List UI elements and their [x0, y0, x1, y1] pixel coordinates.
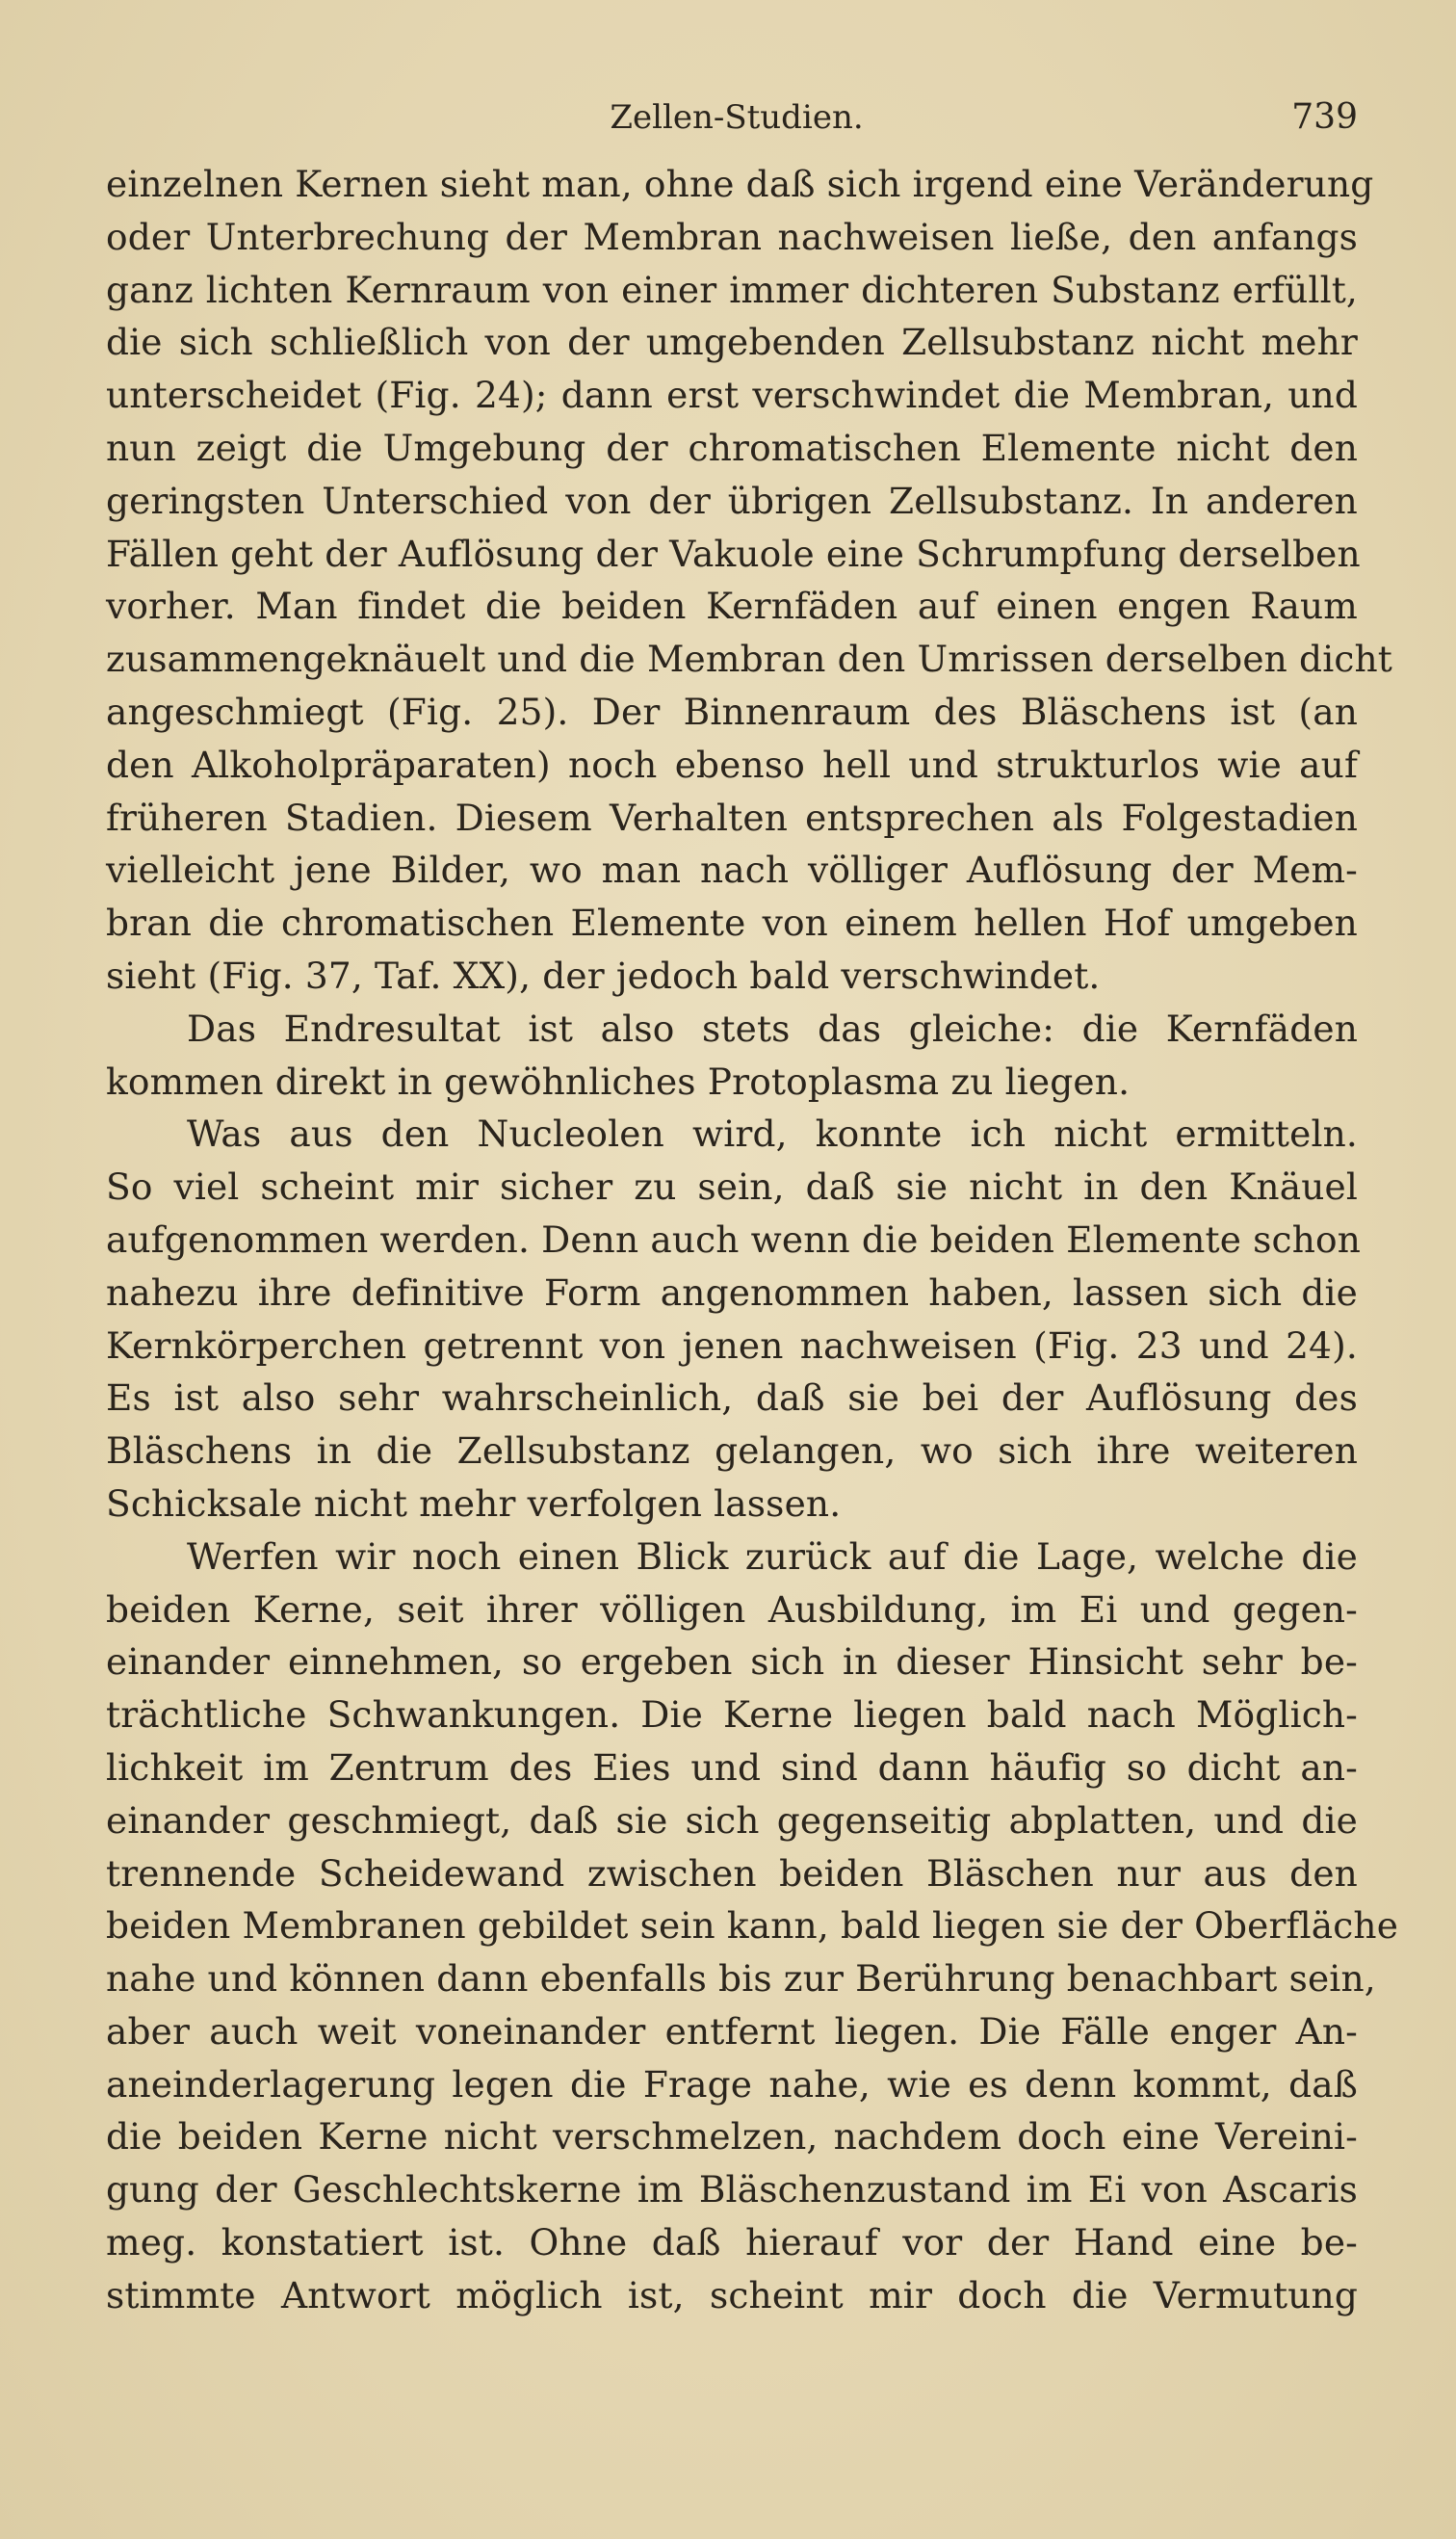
text-line: angeschmiegt (Fig. 25). Der Binnenraum des Bläschens ist (an — [106, 690, 1358, 733]
text-line: beiden Kerne, seit ihrer völligen Ausbildung, im Ei und gegen- — [106, 1587, 1358, 1631]
text-line: Werfen wir noch einen Blick zurück auf die Lage, welche die — [187, 1534, 1358, 1578]
running-head — [106, 89, 1358, 146]
text-line: nun zeigt die Umgebung der chromatischen Elemente nicht den — [106, 426, 1358, 469]
text-line: aufgenommen werden. Denn auch wenn die beiden Elemente schon — [106, 1217, 1362, 1261]
text-line: Bläschens in die Zellsubstanz gelangen, wo sich ihre weiteren — [106, 1429, 1358, 1473]
text-line: trennende Scheidewand zwischen beiden Bläschen nur aus den — [106, 1851, 1358, 1895]
book-page — [106, 89, 1399, 2322]
paragraph — [106, 1108, 1362, 1530]
text-line: einander einnehmen, so ergeben sich in dieser Hinsicht sehr be- — [106, 1640, 1358, 1684]
text-line: sieht (Fig. 37, Taf. XX), der jedoch bald verschwindet. — [106, 954, 1101, 997]
text-line: nahezu ihre definitive Form angenommen haben, lassen sich die — [106, 1270, 1358, 1314]
text-line: beiden Membranen gebildet sein kann, bald liegen sie der Oberfläche — [106, 1904, 1399, 1948]
text-line: aber auch weit voneinander entfernt liegen. Die Fälle enger An- — [106, 2009, 1358, 2053]
text-line: Es ist also sehr wahrscheinlich, daß sie bei der Auflösung des — [106, 1376, 1358, 1420]
text-line: einander geschmiegt, daß sie sich gegenseitig abplatten, und die — [106, 1798, 1358, 1842]
text-line: nahe und können dann ebenfalls bis zur Berührung benachbart sein, — [106, 1957, 1376, 2001]
text-line: Was aus den Nucleolen wird, konnte ich nicht ermitteln. — [187, 1112, 1358, 1156]
paragraph — [106, 158, 1393, 1003]
paragraph — [106, 1531, 1399, 2322]
text-line: lichkeit im Zentrum des Eies und sind dann häufig so dicht an- — [106, 1745, 1358, 1789]
text-line: gung der Geschlechtskerne im Bläschenzustand im Ei von Ascaris — [106, 2168, 1358, 2212]
text-line: vielleicht jene Bilder, wo man nach völliger Auflösung der Mem- — [106, 849, 1358, 892]
text-line: oder Unterbrechung der Membran nachweisen ließe, den anfangs — [106, 215, 1358, 258]
text-line: aneinderlagerung legen die Frage nahe, wie es denn kommt, daß — [106, 2062, 1358, 2106]
text-line: einzelnen Kernen sieht man, ohne daß sich irgend eine Veränderung — [106, 163, 1374, 205]
text-line: trächtliche Schwankungen. Die Kerne liegen bald nach Möglich- — [106, 1693, 1358, 1737]
text-line: zusammengeknäuelt und die Membran den Umrissen derselben dicht — [106, 638, 1393, 681]
text-line: vorher. Man findet die beiden Kernfäden auf einen engen Raum — [106, 585, 1358, 628]
text-line: unterscheidet (Fig. 24); dann erst verschwindet die Membran, und — [106, 374, 1358, 417]
text-line: kommen direkt in gewöhnliches Protoplasma zu liegen. — [106, 1060, 1131, 1103]
text-line: früheren Stadien. Diesem Verhalten entsprechen als Folgestadien — [106, 796, 1358, 839]
paragraph — [106, 1003, 1358, 1109]
text-line: geringsten Unterschied von der übrigen Zellsubstanz. In anderen — [106, 479, 1358, 522]
text-line: Das Endresultat ist also stets das gleiche: die Kernfäden — [187, 1007, 1358, 1050]
text-line: stimmte Antwort möglich ist, scheint mir doch die Vermutung — [106, 2273, 1358, 2317]
text-line: So viel scheint mir sicher zu sein, daß sie nicht in den Knäuel — [106, 1165, 1358, 1209]
text-line: Fällen geht der Auflösung der Vakuole eine Schrumpfung derselben — [106, 532, 1361, 575]
text-line: Schicksale nicht mehr verfolgen lassen. — [106, 1481, 842, 1525]
page-number: 739 — [1291, 97, 1358, 137]
text-line: bran die chromatischen Elemente von einem hellen Hof umgeben — [106, 902, 1358, 945]
text-line: Kernkörperchen getrennt von jenen nachweisen (Fig. 23 und 24). — [106, 1323, 1358, 1367]
text-line: den Alkoholpräparaten) noch ebenso hell und strukturlos wie auf — [106, 743, 1358, 786]
text-line: die sich schließlich von der umgebenden Zellsubstanz nicht mehr — [106, 321, 1358, 364]
text-line: die beiden Kerne nicht verschmelzen, nachdem doch eine Vereini- — [106, 2115, 1358, 2159]
body-text — [106, 158, 1399, 2322]
text-line: ganz lichten Kernraum von einer immer dichteren Substanz erfüllt, — [106, 268, 1358, 311]
text-line: meg. konstatiert ist. Ohne daß hierauf vor der Hand eine be- — [106, 2221, 1358, 2264]
running-title: Zellen-Studien. — [610, 98, 864, 137]
